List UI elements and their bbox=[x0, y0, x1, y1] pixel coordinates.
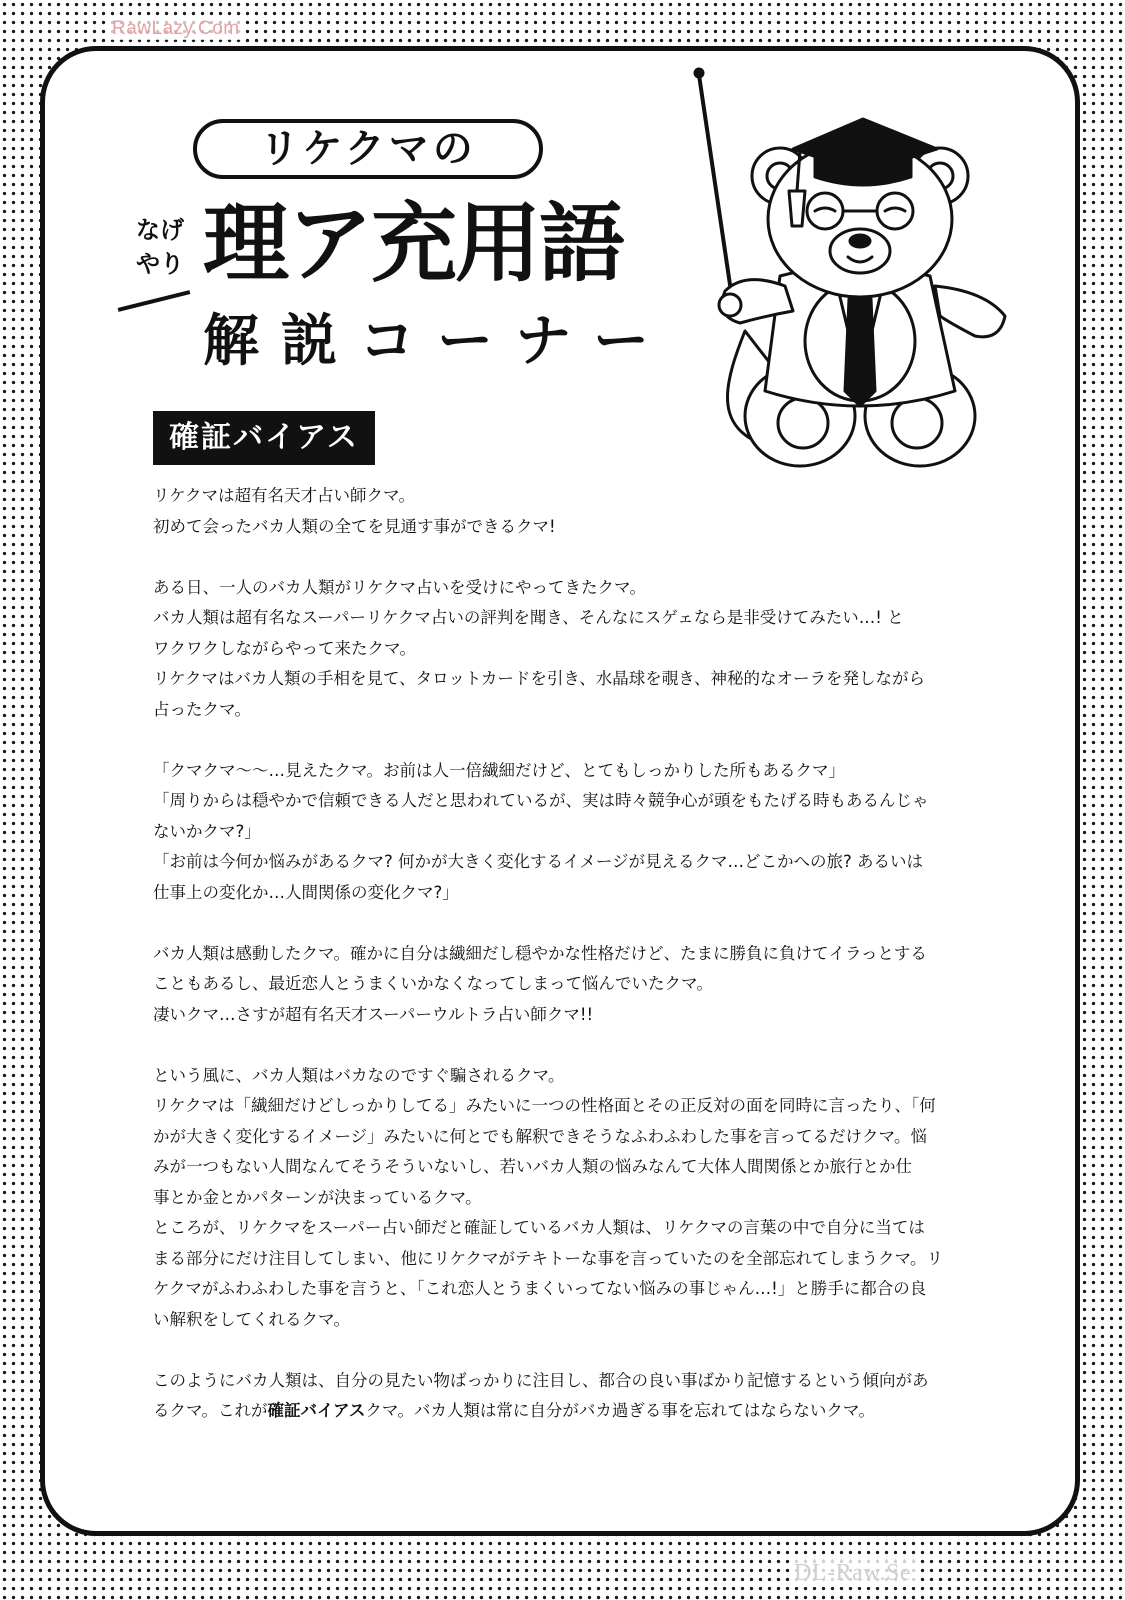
text-line: 占ったクマ。 bbox=[153, 699, 252, 719]
text-line: ところが、リケクマをスーパー占い師だと確証しているバカ人類は、リケクマの言葉の中で自分に当ては bbox=[153, 1218, 925, 1237]
text-line: い解釈をしてくれるクマ。 bbox=[153, 1309, 351, 1329]
paragraph-4 bbox=[153, 939, 968, 1031]
text-line: リケクマはバカ人類の手相を見て、タロットカードを引き、水晶球を覗き、神秘的なオーラを発しながら bbox=[153, 669, 926, 688]
text-line: バカ人類は超有名なスーパーリケクマ占いの評判を聞き、そんなにスゲェなら是非受けてみたい…! と bbox=[153, 608, 904, 627]
paragraph-1 bbox=[153, 481, 968, 542]
paragraph-final bbox=[153, 1366, 968, 1427]
text-line: リケクマは「繊細だけどしっかりしてる」みたいに一つの性格面とその正反対の面を同時に言ったり、「何 bbox=[153, 1096, 936, 1115]
title-side-bottom: やり bbox=[136, 250, 184, 278]
text-line: かが大きく変化するイメージ」みたいに何とでも解釈できそうなふわふわした事を言ってるだけクマ。悩 bbox=[153, 1126, 928, 1146]
text-line: まる部分にだけ注目してしまい、他にリケクマがテキトーな事を言っていたのを全部忘れてしまうクマ。リ bbox=[153, 1248, 944, 1268]
text-line: このようにバカ人類は、自分の見たい物ばっかりに注目し、都合の良い事ばかり記憶するという傾向があ bbox=[153, 1370, 929, 1390]
section-heading: 確証バイアス bbox=[153, 411, 375, 465]
text-line: 仕事上の変化か…人間関係の変化クマ?」 bbox=[153, 882, 459, 902]
text-line: ないかクマ?」 bbox=[153, 821, 261, 841]
title-pill: リケクマの bbox=[193, 119, 543, 179]
text-line: ワクワクしながらやって来たクマ。 bbox=[153, 638, 417, 658]
title-side bbox=[125, 213, 195, 281]
text-line: ある日、一人のバカ人類がリケクマ占いを受けにやってきたクマ。 bbox=[153, 577, 647, 597]
text-line: こともあるし、最近恋人とうまくいかなくなってしまって悩んでいたクマ。 bbox=[153, 974, 714, 993]
paragraph-5 bbox=[153, 1061, 968, 1336]
text-line: ケクマがふわふわした事を言うと、「これ恋人とうまくいってない悩みの事じゃん…!」と勝手に都合の良 bbox=[153, 1279, 927, 1298]
text-line: バカ人類は感動したクマ。確かに自分は繊細だし穏やかな性格だけど、たまに勝負に負けてイラっとする bbox=[153, 943, 927, 963]
bear-professor-illustration bbox=[685, 61, 1045, 481]
paragraph-3 bbox=[153, 756, 968, 909]
title-side-underline bbox=[118, 290, 191, 312]
article-body bbox=[153, 481, 968, 1457]
watermark-top: RawLazy.Com bbox=[108, 18, 244, 40]
text-line: 「クマクマ〜〜…見えたクマ。お前は人一倍繊細だけど、とてもしっかりした所もあるクマ」 bbox=[153, 760, 846, 780]
text-line: 凄いクマ…さすが超有名天才スーパーウルトラ占い師クマ!! bbox=[153, 1004, 594, 1024]
title-main: 理ア充用語 bbox=[203, 194, 623, 294]
text-line: という風に、バカ人類はバカなのですぐ騙されるクマ。 bbox=[153, 1065, 565, 1085]
text-line: 事とか金とかパターンが決まっているクマ。 bbox=[153, 1187, 482, 1207]
text-line: 「お前は今何か悩みがあるクマ? 何かが大きく変化するイメージが見えるクマ…どこかへの旅? あるいは bbox=[153, 852, 924, 871]
text-segment: クマ。バカ人類は常に自分がバカ過ぎる事を忘れてはならないクマ。 bbox=[365, 1401, 875, 1420]
watermark-bottom: DL-Raw.Se bbox=[790, 1560, 915, 1587]
text-line-with-keyword bbox=[153, 1396, 968, 1427]
title-sub: 解説コーナー bbox=[203, 309, 671, 374]
text-line: 「周りからは穏やかで信頼できる人だと思われているが、実は時々競争心が頭をもたげる時もあるんじゃ bbox=[153, 791, 929, 810]
keyword-bold: 確証バイアス bbox=[267, 1401, 366, 1420]
page-frame bbox=[40, 46, 1080, 1536]
text-line: リケクマは超有名天才占い師クマ。 bbox=[153, 486, 416, 505]
title-block bbox=[113, 91, 713, 391]
paragraph-2 bbox=[153, 573, 968, 726]
title-side-top: なげ bbox=[136, 216, 184, 244]
text-line: みが一つもない人間なんてそうそういないし、若いバカ人類の悩みなんて大体人間関係とか旅行とか仕 bbox=[153, 1157, 912, 1176]
text-line: 初めて会ったバカ人類の全てを見通す事ができるクマ! bbox=[153, 516, 556, 536]
text-segment: るクマ。これが bbox=[153, 1401, 268, 1420]
